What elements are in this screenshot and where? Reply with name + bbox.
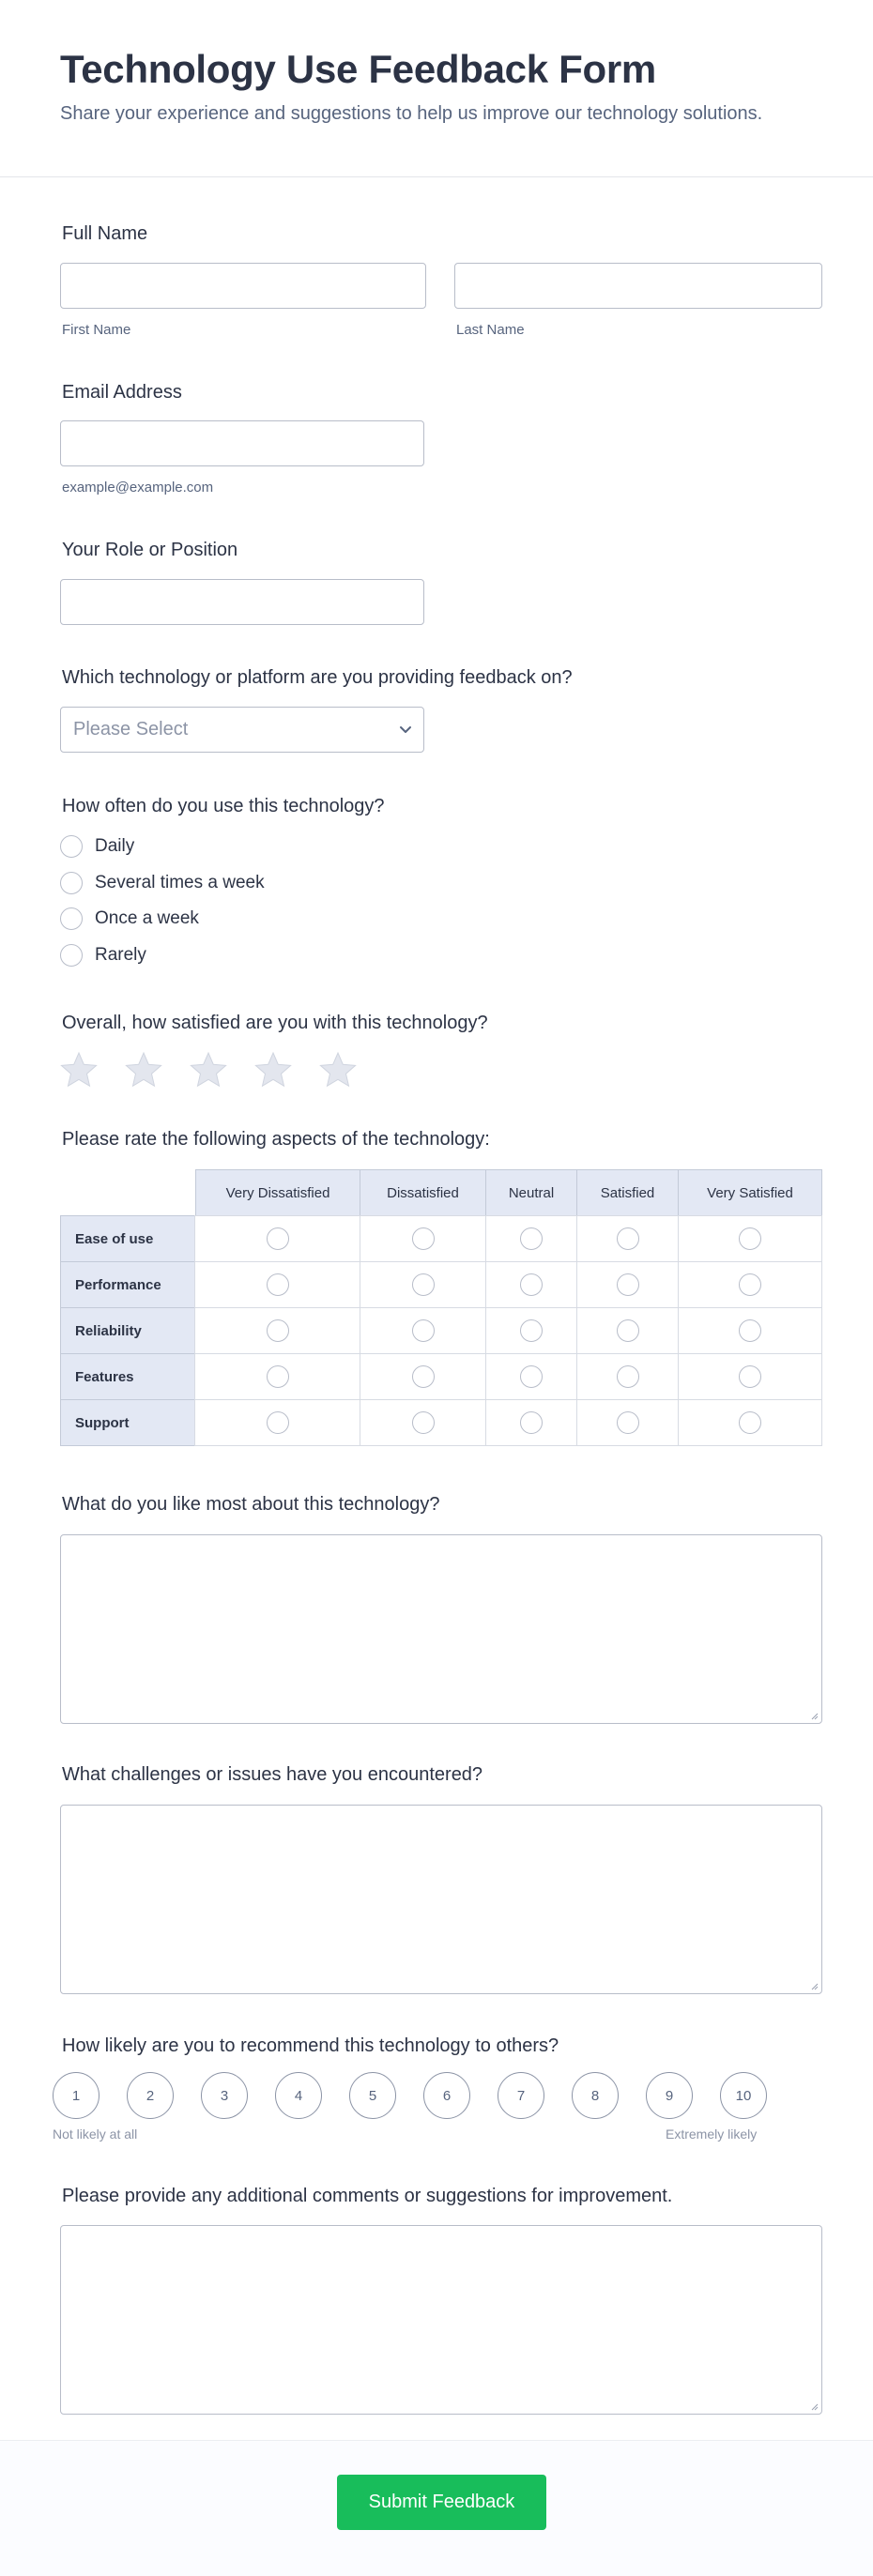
radio-button[interactable] [739,1411,761,1434]
resize-grip-icon[interactable] [809,2401,819,2411]
matrix-cell[interactable] [485,1215,577,1262]
matrix-cell[interactable] [678,1215,822,1262]
radio-button[interactable] [739,1273,761,1296]
form-title: Technology Use Feedback Form [60,47,656,91]
platform-select[interactable] [60,707,424,753]
matrix-cell[interactable] [678,1353,822,1400]
matrix-column-header: Very Satisfied [678,1169,822,1216]
radio-button[interactable] [617,1273,639,1296]
matrix-cell[interactable] [485,1353,577,1400]
frequency-label: How often do you use this technology? [62,796,385,816]
email-input[interactable] [60,420,424,466]
frequency-option-label: Daily [95,836,135,856]
radio-button[interactable] [60,835,83,858]
radio-button[interactable] [739,1227,761,1250]
star-rating-1-icon[interactable] [59,1050,99,1090]
scale-option-5[interactable]: 5 [349,2072,396,2119]
resize-grip-icon[interactable] [809,1711,819,1720]
radio-button[interactable] [267,1411,289,1434]
platform-select-value: Please Select [73,719,189,739]
frequency-option-label: Several times a week [95,873,265,892]
scale-low-caption: Not likely at all [53,2126,138,2142]
matrix-cell[interactable] [485,1399,577,1446]
first-name-input[interactable] [60,263,426,309]
likes-label: What do you like most about this technology? [62,1494,440,1515]
matrix-cell[interactable] [576,1215,679,1262]
matrix-cell[interactable] [678,1307,822,1354]
matrix-cell[interactable] [576,1307,679,1354]
matrix-cell[interactable] [360,1307,486,1354]
email-label: Email Address [62,382,182,403]
radio-button[interactable] [617,1365,639,1388]
matrix-cell[interactable] [485,1307,577,1354]
radio-button[interactable] [739,1365,761,1388]
scale-option-3[interactable]: 3 [201,2072,248,2119]
radio-button[interactable] [412,1319,435,1342]
aspects-matrix [60,1169,822,1450]
matrix-row-label: Ease of use [60,1215,195,1262]
radio-button[interactable] [520,1365,543,1388]
radio-button[interactable] [412,1273,435,1296]
scale-option-7[interactable]: 7 [498,2072,544,2119]
role-input[interactable] [60,579,424,625]
resize-grip-icon[interactable] [809,1981,819,1990]
scale-option-1[interactable]: 1 [53,2072,100,2119]
matrix-cell[interactable] [194,1353,360,1400]
star-rating-3-icon[interactable] [189,1050,228,1090]
radio-button[interactable] [412,1227,435,1250]
matrix-cell[interactable] [194,1307,360,1354]
matrix-cell[interactable] [194,1399,360,1446]
radio-button[interactable] [520,1273,543,1296]
scale-option-10[interactable]: 10 [720,2072,767,2119]
radio-button[interactable] [60,944,83,967]
scale-option-4[interactable]: 4 [275,2072,322,2119]
scale-option-9[interactable]: 9 [646,2072,693,2119]
matrix-cell[interactable] [360,1215,486,1262]
radio-button[interactable] [267,1365,289,1388]
star-rating-4-icon[interactable] [253,1050,293,1090]
first-name-sublabel: First Name [62,322,131,338]
matrix-row-label: Performance [60,1261,195,1308]
form-header [0,0,873,177]
radio-button[interactable] [267,1319,289,1342]
radio-button[interactable] [60,907,83,930]
challenges-label: What challenges or issues have you encountered? [62,1764,483,1785]
last-name-input[interactable] [454,263,822,309]
matrix-cell[interactable] [194,1261,360,1308]
matrix-column-header: Neutral [485,1169,577,1216]
matrix-column-header: Dissatisfied [360,1169,486,1216]
submit-button[interactable]: Submit Feedback [337,2475,546,2530]
scale-high-caption: Extremely likely [666,2126,758,2142]
matrix-column-header: Very Dissatisfied [195,1169,360,1216]
radio-button[interactable] [412,1365,435,1388]
matrix-cell[interactable] [678,1261,822,1308]
matrix-cell[interactable] [485,1261,577,1308]
star-rating-2-icon[interactable] [124,1050,163,1090]
frequency-option-label: Rarely [95,945,146,965]
matrix-cell[interactable] [360,1399,486,1446]
recommend-label: How likely are you to recommend this technology to others? [62,2035,559,2056]
radio-button[interactable] [617,1227,639,1250]
chevron-down-icon [397,721,414,738]
radio-button[interactable] [520,1227,543,1250]
star-rating-5-icon[interactable] [318,1050,358,1090]
radio-button[interactable] [60,872,83,894]
radio-button[interactable] [520,1411,543,1434]
comments-textarea[interactable] [60,2225,822,2415]
radio-button[interactable] [267,1227,289,1250]
form-subtitle: Share your experience and suggestions to help us improve our technology solutions. [60,103,763,124]
matrix-row-label: Reliability [60,1307,195,1354]
platform-label: Which technology or platform are you providing feedback on? [62,667,573,688]
matrix-cell[interactable] [576,1353,679,1400]
radio-button[interactable] [520,1319,543,1342]
scale-option-2[interactable]: 2 [127,2072,174,2119]
matrix-cell[interactable] [576,1261,679,1308]
last-name-sublabel: Last Name [456,322,525,338]
radio-button[interactable] [739,1319,761,1342]
role-label: Your Role or Position [62,540,238,560]
comments-label: Please provide any additional comments or suggestions for improvement. [62,2186,673,2206]
matrix-cell[interactable] [678,1399,822,1446]
matrix-cell[interactable] [576,1399,679,1446]
frequency-option-label: Once a week [95,908,199,928]
radio-button[interactable] [267,1273,289,1296]
scale-option-6[interactable]: 6 [423,2072,470,2119]
email-sublabel: example@example.com [62,480,214,495]
radio-button[interactable] [617,1319,639,1342]
radio-button[interactable] [617,1411,639,1434]
likes-textarea[interactable] [60,1534,822,1724]
full-name-label: Full Name [62,223,148,244]
matrix-row-label: Support [60,1399,195,1446]
challenges-textarea[interactable] [60,1805,822,1994]
satisfaction-label: Overall, how satisfied are you with this technology? [62,1013,488,1033]
radio-button[interactable] [412,1411,435,1434]
matrix-row-label: Features [60,1353,195,1400]
scale-option-8[interactable]: 8 [572,2072,619,2119]
matrix-column-header: Satisfied [576,1169,679,1216]
aspects-label: Please rate the following aspects of the technology: [62,1129,490,1150]
matrix-cell[interactable] [194,1215,360,1262]
matrix-cell[interactable] [360,1353,486,1400]
matrix-cell[interactable] [360,1261,486,1308]
